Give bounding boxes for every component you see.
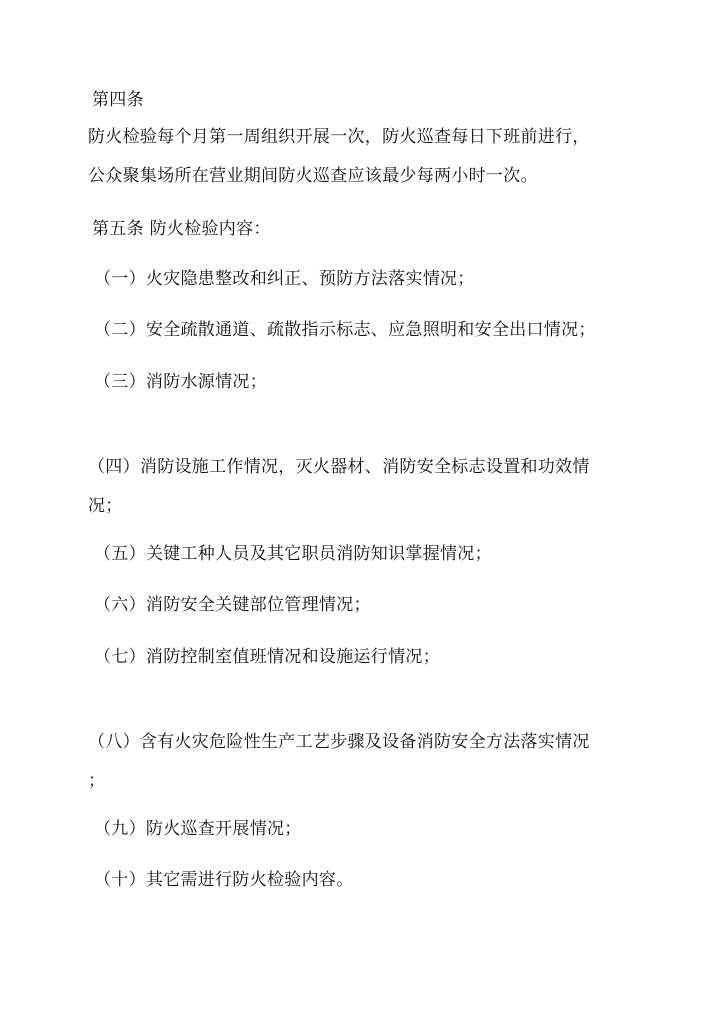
article-4-heading: 第四条 xyxy=(92,90,144,110)
inspection-item-6: （六）消防安全关键部位管理情况； xyxy=(94,595,371,615)
inspection-item-1: （一）火灾隐患整改和纠正、预防方法落实情况； xyxy=(94,269,475,289)
article-5-heading: 第五条 防火检验内容： xyxy=(92,219,271,239)
inspection-item-10: （十）其它需进行防火检验内容。 xyxy=(94,870,354,890)
inspection-item-5: （五）关键工种人员及其它职员消防知识掌握情况； xyxy=(94,544,492,564)
inspection-item-4-line-1: （四）消防设施工作情况，灭火器材、消防安全标志设置和功效情 xyxy=(88,457,590,477)
article-4-line-1: 防火检验每个月第一周组织开展一次，防火巡查每日下班前进行， xyxy=(88,127,590,147)
inspection-item-4-line-2: 况； xyxy=(88,496,123,516)
article-4-line-2: 公众聚集场所在营业期间防火巡查应该最少每两小时一次。 xyxy=(88,166,538,186)
inspection-item-2: （二）安全疏散通道、疏散指示标志、应急照明和安全出口情况； xyxy=(94,320,596,340)
inspection-item-3: （三）消防水源情况； xyxy=(94,372,267,392)
inspection-item-8-line-2: ； xyxy=(88,771,106,791)
inspection-item-7: （七）消防控制室值班情况和设施运行情况； xyxy=(94,647,440,667)
inspection-item-9: （九）防火巡查开展情况； xyxy=(94,819,302,839)
inspection-item-8-line-1: （八）含有火灾危险性生产工艺步骤及设备消防安全方法落实情况 xyxy=(88,732,590,752)
